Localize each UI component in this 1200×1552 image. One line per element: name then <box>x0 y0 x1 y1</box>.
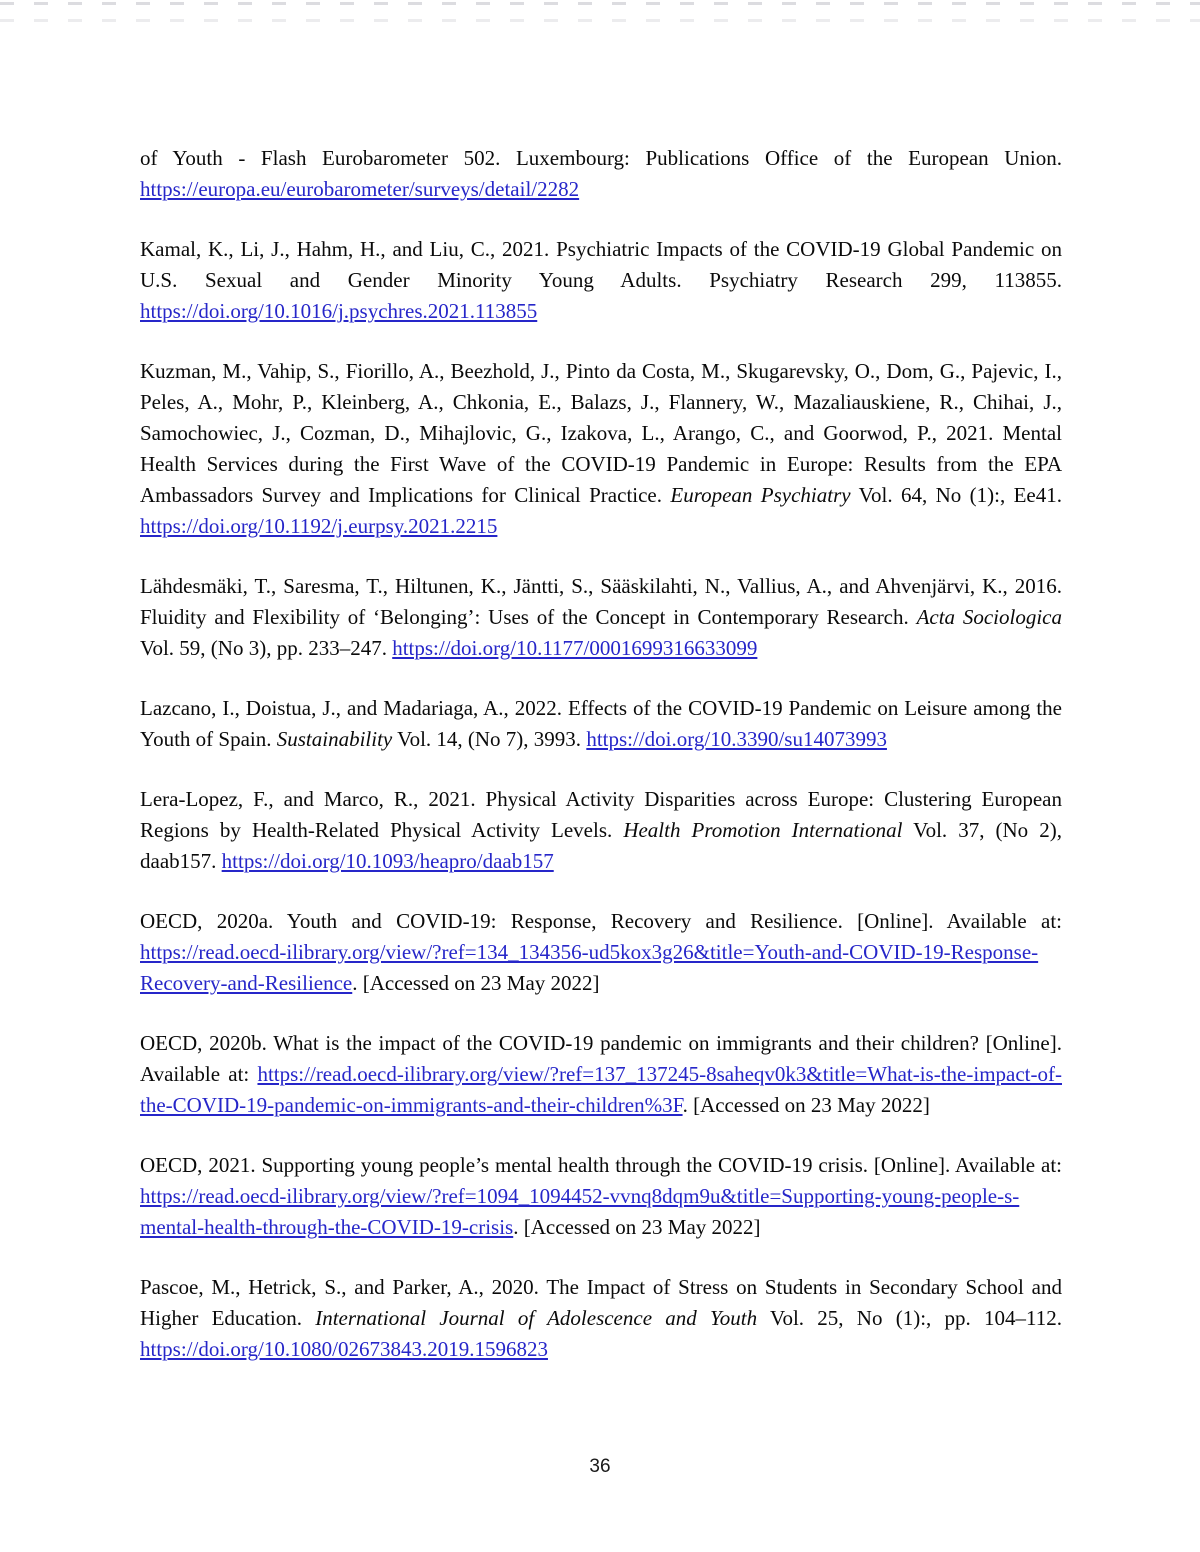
reference-link[interactable]: https://doi.org/10.1016/j.psychres.2021.113855 <box>140 299 538 323</box>
reference-text: Vol. 25, No (1):, pp. 104–112. <box>757 1306 1063 1330</box>
reference-entry <box>140 234 1062 327</box>
references-list <box>140 143 1062 1365</box>
reference-link[interactable]: https://read.oecd-ilibrary.org/view/?ref=1094_1094452-vvnq8dqm9u&title=Supporting-young-people-s-mental-health-through-the-COVID-19-crisis <box>140 1184 1020 1239</box>
reference-text: OECD, 2020a. Youth and COVID-19: Response, Recovery and Resilience. [Online]. Available at: <box>140 909 1062 933</box>
reference-text: OECD, 2020b. What is the impact of the COVID-19 pandemic on immigrants and their children? [Online]. Available at: <box>140 1031 1062 1086</box>
scan-artifact-line <box>0 2 1200 5</box>
reference-entry <box>140 356 1062 542</box>
reference-text: Vol. 14, (No 7), 3993. <box>392 727 587 751</box>
reference-text: Vol. 59, (No 3), pp. 233–247. <box>140 636 393 660</box>
reference-text: . [Accessed on 23 May 2022] <box>352 971 600 995</box>
journal-title: Health Promotion International <box>623 818 903 842</box>
reference-link[interactable]: https://read.oecd-ilibrary.org/view/?ref=134_134356-ud5kox3g26&title=Youth-and-COVID-19-Response-Recovery-and-Resilience <box>140 940 1039 995</box>
journal-title: Sustainability <box>276 727 393 751</box>
journal-title: International Journal of Adolescence and Youth <box>315 1306 758 1330</box>
reference-text: . [Accessed on 23 May 2022] <box>513 1215 761 1239</box>
reference-entry <box>140 1272 1062 1365</box>
reference-entry <box>140 693 1062 755</box>
page-number: 36 <box>589 1456 611 1477</box>
scan-artifact-line <box>0 19 1200 22</box>
reference-text: Lera-Lopez, F., and Marco, R., 2021. Physical Activity Disparities across Europe: Clustering European Regions by Health-Related Physical Activity Levels. <box>140 787 1062 842</box>
reference-entry <box>140 784 1062 877</box>
reference-link[interactable]: https://doi.org/10.1080/02673843.2019.1596823 <box>140 1337 548 1361</box>
reference-entry <box>140 571 1062 664</box>
reference-link[interactable]: https://doi.org/10.1192/j.eurpsy.2021.2215 <box>140 514 498 538</box>
reference-text: OECD, 2021. Supporting young people’s mental health through the COVID-19 crisis. [Online]. Available at: <box>140 1153 1062 1177</box>
reference-text: of Youth - Flash Eurobarometer 502. Luxembourg: Publications Office of the European Union. <box>140 146 1062 170</box>
reference-text: Kuzman, M., Vahip, S., Fiorillo, A., Beezhold, J., Pinto da Costa, M., Skugarevsky, O., Dom, G., Pajevic, I., Peles, A., Mohr, P., Kleinberg, A., Chkonia, E., Balazs, J., Flannery, W., Mazaliauskiene, R., Chihai, J., Samochowiec, J., Cozman, D., Mihajlovic, G., Izakova, L., Arango, C., and Goorwod, P., 2021. Mental Health Services during the First Wave of the COVID-19 Pandemic in Europe: Results from the EPA Ambassadors Survey and Implications for Clinical Practice. <box>140 359 1062 507</box>
reference-text: Kamal, K., Li, J., Hahm, H., and Liu, C., 2021. Psychiatric Impacts of the COVID-19 Global Pandemic on U.S. Sexual and Gender Minority Young Adults. Psychiatry Research 299, 113855. <box>140 237 1062 292</box>
reference-text: Lähdesmäki, T., Saresma, T., Hiltunen, K., Jäntti, S., Sääskilahti, N., Vallius, A., and Ahvenjärvi, K., 2016. Fluidity and Flexibility of ‘Belonging’: Uses of the Concept in Contemporary Research. <box>140 574 1062 629</box>
reference-link[interactable]: https://doi.org/10.1177/0001699316633099 <box>392 636 758 660</box>
reference-link[interactable]: https://read.oecd-ilibrary.org/view/?ref=137_137245-8saheqv0k3&title=What-is-the-impact-of-the-COVID-19-pandemic-on-immigrants-and-their-children%3F <box>140 1062 1062 1117</box>
reference-text: Vol. 64, No (1):, Ee41. <box>850 483 1062 507</box>
reference-link[interactable]: https://europa.eu/eurobarometer/surveys/detail/2282 <box>140 177 580 201</box>
reference-link[interactable]: https://doi.org/10.1093/heapro/daab157 <box>221 849 554 873</box>
reference-text: Pascoe, M., Hetrick, S., and Parker, A., 2020. The Impact of Stress on Students in Secondary School and Higher Education. <box>140 1275 1062 1330</box>
reference-entry <box>140 906 1062 999</box>
reference-entry <box>140 1150 1062 1243</box>
reference-entry <box>140 1028 1062 1121</box>
reference-entry <box>140 143 1062 205</box>
journal-title: European Psychiatry <box>670 483 851 507</box>
journal-title: Acta Sociologica <box>916 605 1062 629</box>
reference-text: . [Accessed on 23 May 2022] <box>682 1093 930 1117</box>
reference-text: Vol. 37, (No 2), daab157. <box>140 818 1062 873</box>
reference-link[interactable]: https://doi.org/10.3390/su14073993 <box>586 727 887 751</box>
reference-text: Lazcano, I., Doistua, J., and Madariaga, A., 2022. Effects of the COVID-19 Pandemic on Leisure among the Youth of Spain. <box>140 696 1062 751</box>
